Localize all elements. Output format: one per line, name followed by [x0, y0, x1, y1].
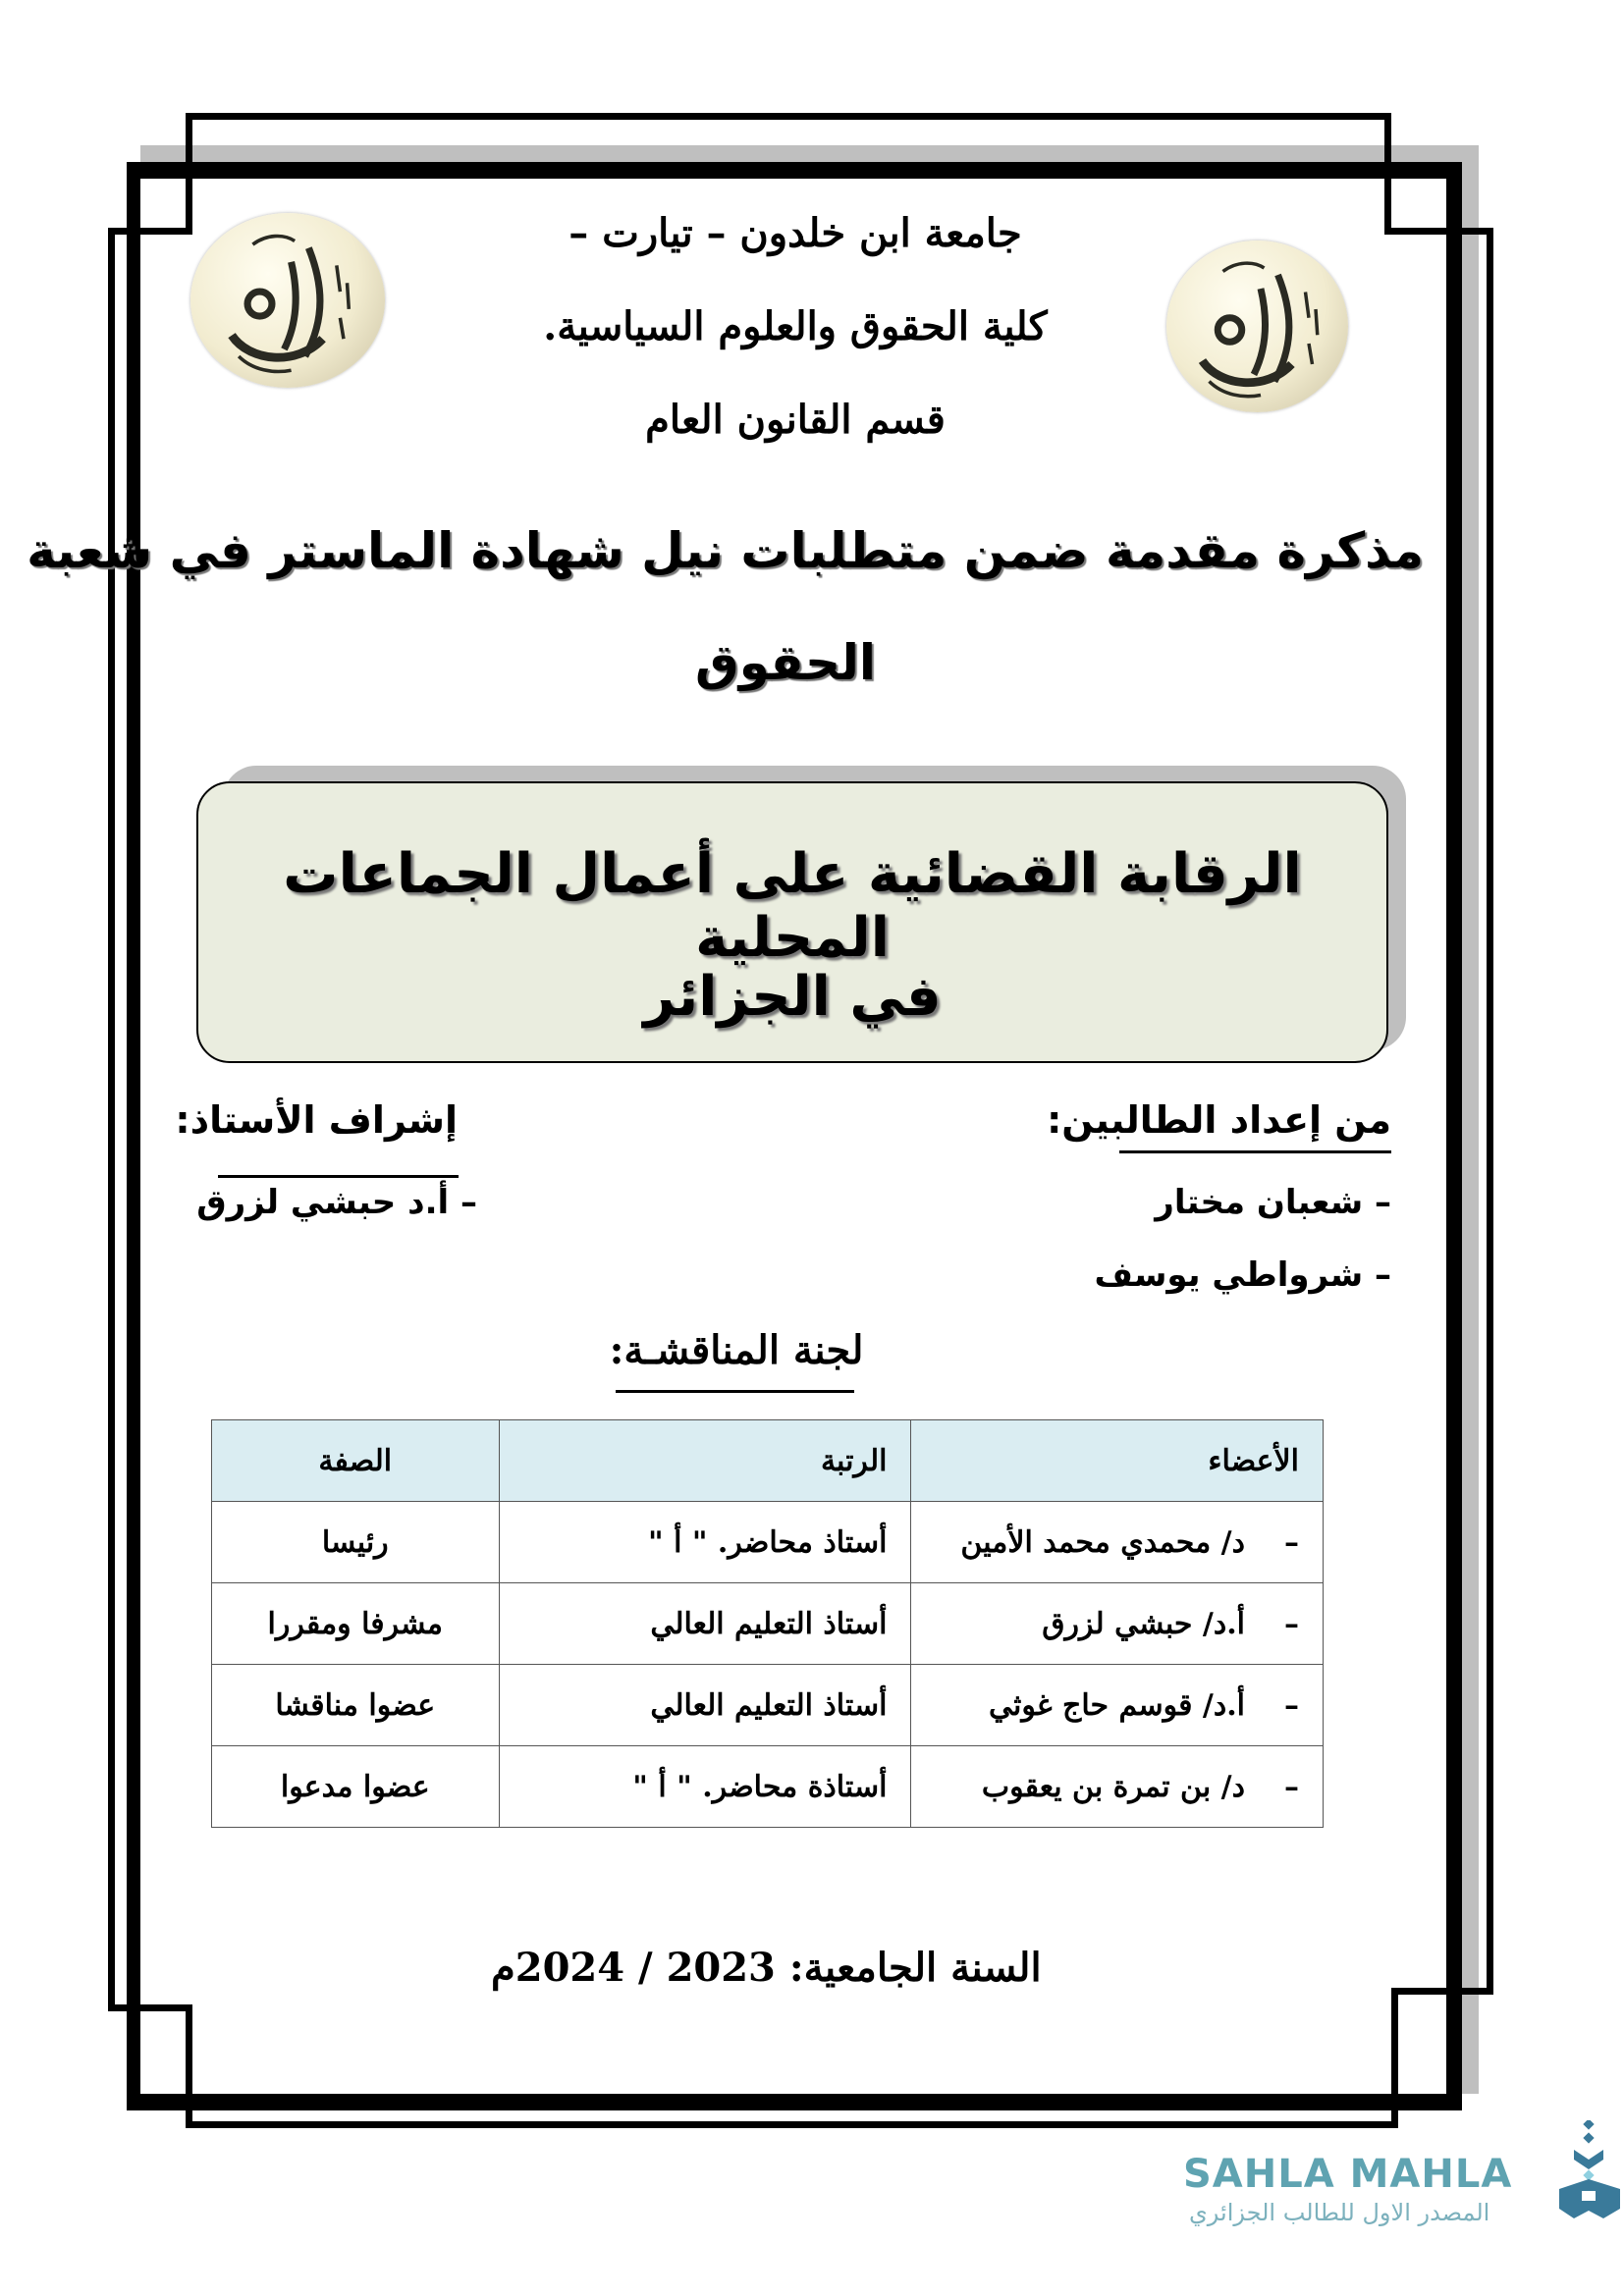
role-cell: مشرفا ومقررا	[212, 1583, 500, 1665]
member-name: د/ محمدي محمد الأمين	[960, 1524, 1245, 1560]
frame-thin-bottom-left	[186, 2004, 192, 2128]
supervisor-heading: إشراف الأستاذ:	[175, 1098, 458, 1142]
department-name: قسم القانون العام	[645, 397, 946, 443]
supervisor-heading-underline	[218, 1175, 459, 1178]
bullet-dash: –	[1375, 1183, 1391, 1222]
committee-heading: لجنة المناقشـة:	[609, 1327, 864, 1373]
rank-cell: أستاذ محاضر. " أ "	[499, 1502, 911, 1583]
table-row	[212, 1583, 1324, 1665]
member-cell	[911, 1665, 1324, 1746]
table-row	[212, 1665, 1324, 1746]
sahla-mahla-watermark	[1183, 2148, 1624, 2246]
frame-shadow-right	[1462, 145, 1479, 2094]
faculty-name: كلية الحقوق والعلوم السياسية.	[543, 303, 1048, 349]
role-cell: رئيسا	[212, 1502, 500, 1583]
frame-thick-top	[127, 162, 1462, 179]
thesis-title-line-2: في الجزائر	[643, 965, 942, 1029]
supervisor-name: أ.د حبشي لزرق	[196, 1183, 450, 1222]
thesis-title-line-1: الرقابة القضائية على أعمال الجماعات المحلية	[283, 842, 1302, 970]
bullet-dash: –	[1284, 1687, 1299, 1723]
role-cell: عضوا مدعوا	[212, 1746, 500, 1828]
thesis-title-box	[196, 781, 1388, 1063]
column-header-role: الصفة	[212, 1420, 500, 1502]
frame-outer-left	[108, 228, 115, 2011]
rank-cell: أستاذة محاضر. " أ "	[499, 1746, 911, 1828]
table-row	[212, 1502, 1324, 1583]
supervisor-item	[196, 1183, 477, 1222]
column-header-rank: الرتبة	[499, 1420, 911, 1502]
watermark-brand: SAHLA MAHLA	[1183, 2152, 1513, 2197]
member-cell	[911, 1746, 1324, 1828]
rank-cell: أستاذ التعليم العالي	[499, 1665, 911, 1746]
member-cell	[911, 1583, 1324, 1665]
frame-thick-right	[1446, 162, 1462, 2110]
frame-thin-bottom-right	[1391, 1988, 1398, 2128]
student-item	[1155, 1183, 1391, 1222]
academic-year-label: السنة الجامعية:	[788, 1945, 1042, 1991]
frame-thin-top-left	[186, 113, 192, 235]
rank-cell: أستاذ التعليم العالي	[499, 1583, 911, 1665]
member-name: أ.د/ قوسم حاج غوثي	[989, 1687, 1245, 1723]
frame-thick-bottom	[127, 2094, 1462, 2110]
table-row	[212, 1746, 1324, 1828]
student-name: شعبان مختار	[1155, 1183, 1364, 1222]
sahla-mahla-logo-icon	[1554, 2120, 1624, 2228]
column-header-members: الأعضاء	[911, 1420, 1324, 1502]
frame-outer-right-top	[1384, 228, 1493, 235]
committee-table	[211, 1419, 1324, 1828]
students-heading: من إعداد الطالبين:	[1047, 1098, 1391, 1142]
frame-thin-top-right	[1384, 113, 1391, 235]
member-cell	[911, 1502, 1324, 1583]
memo-line-2: الحقوق	[695, 634, 876, 691]
bullet-dash: –	[1375, 1255, 1391, 1295]
frame-outer-left-bottom	[108, 2004, 192, 2011]
bullet-dash: –	[1284, 1769, 1299, 1804]
member-name: د/ بن تمرة بن يعقوب	[981, 1769, 1245, 1804]
committee-heading-underline	[616, 1390, 854, 1393]
frame-thin-top	[186, 113, 1391, 120]
student-item	[1094, 1255, 1392, 1295]
academic-year-value: 2023 / 2024م	[491, 1945, 776, 1991]
frame-outer-right	[1487, 228, 1493, 1995]
frame-shadow-top	[140, 145, 1479, 162]
role-cell: عضوا مناقشا	[212, 1665, 500, 1746]
frame-thin-bottom	[186, 2121, 1398, 2128]
university-name: جامعة ابن خلدون – تيارت –	[568, 210, 1022, 256]
students-heading-underline	[1119, 1150, 1391, 1153]
bullet-dash: –	[460, 1183, 477, 1222]
member-name: أ.د/ حبشي لزرق	[1042, 1606, 1245, 1641]
table-header-row	[212, 1420, 1324, 1502]
university-seal-left-icon	[190, 213, 385, 388]
frame-outer-right-bottom	[1391, 1988, 1493, 1995]
calligraphy-seal-icon	[190, 213, 385, 388]
watermark-tagline: المصدر الاول للطالب الجزائري	[1189, 2199, 1490, 2226]
academic-year	[491, 1945, 1042, 1991]
bullet-dash: –	[1284, 1606, 1299, 1641]
frame-outer-left-top	[108, 228, 192, 235]
student-name: شرواطي يوسف	[1094, 1255, 1364, 1295]
frame-thick-left	[127, 162, 140, 2110]
memo-line-1: مذكرة مقدمة ضمن متطلبات نيل شهادة الماستر في شعبة	[27, 522, 1424, 579]
bullet-dash: –	[1284, 1524, 1299, 1560]
